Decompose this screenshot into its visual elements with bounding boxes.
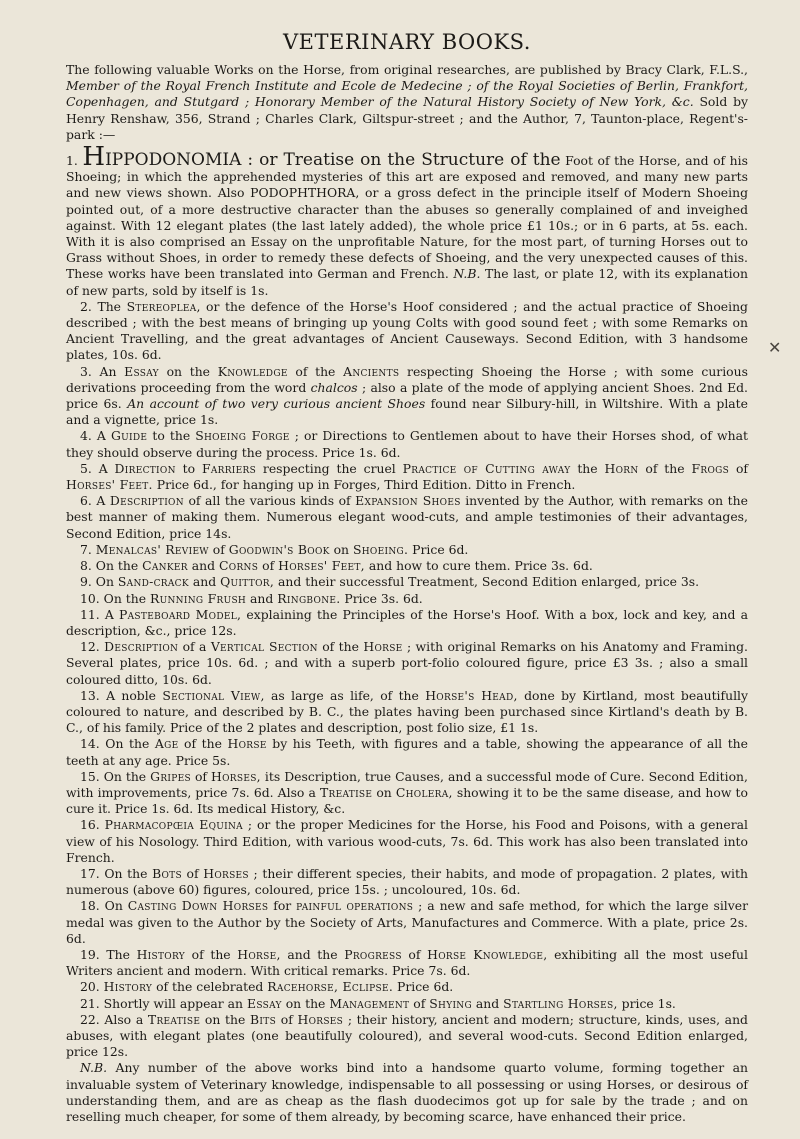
entry-22: 22. Also a Treatise on the Bits of Horses ; their history, ancient and modern; structure, kinds, uses, and abuses, with elegant plates (one beautifully coloured), and several wood-cuts. Second Edition enlarged, price 12s.: [66, 1011, 748, 1060]
nota-bene-paragraph: N.B. Any number of the above works bind into a handsome quarto volume, forming together an invaluable system of Veterinary knowledge, indispensable to all possessing or using Horses, or desirous of understanding them, and are as cheap as the flash duodecimos got up for sale by the trade ; and on reselling much cheaper, for some of them already, by becoming scarce, have enhanced their price.: [66, 1060, 748, 1124]
drop-cap: H: [82, 142, 106, 173]
entry-11: 11. A Pasteboard Model, explaining the Principles of the Horse's Hoof. With a box, lock and key, and a description, &c., price 12s.: [66, 606, 749, 638]
entry-15: 15. On the Gripes of Horses, its Description, true Causes, and a successful mode of Cure. Second Edition, with improvements, price 7s. 6d. Also a Treatise on Cholera, showing it to be the same disease, and how to cure it. Price 1s. 6d. Its medical History, &c.: [66, 768, 748, 817]
entry-20: 20. History of the celebrated Racehorse, Eclipse. Price 6d.: [80, 979, 454, 995]
entry-17: 17. On the Bots of Horses ; their different species, their habits, and mode of propagation. 2 plates, with numerous (above 60) figures, coloured, price 15s. ; uncoloured, 10s. 6d.: [66, 865, 748, 898]
entry-16: 16. Pharmacopœia Equina ; or the proper Medicines for the Horse, his Food and Poisons, with a general view of his Nosology. Third Edition, with various wood-cuts, 7s. 6d. This work has also been translated into French.: [66, 817, 748, 865]
entry-4: 4. A Guide to the Shoeing Forge ; or Directions to Gentlemen about to have their Horses shod, of what they should observe during the process. Price 1s. 6d.: [66, 428, 748, 460]
entry-14: 14. On the Age of the Horse by his Teeth, with figures and a table, showing the appearance of all the teeth at any age. Price 5s.: [66, 736, 748, 768]
entry-12: 12. Description of a Vertical Section of the Horse ; with original Remarks on his Anatomy and Framing. Several plates, price 10s. 6d. ; and with a superb port-folio coloured figure, price £3 3s. ; also a small coloured ditto, 10s. 6d.: [66, 639, 748, 687]
intro-paragraph: The following valuable Works on the Horse, from original researches, are published by Bracy Clark, F.L.S., Member of the Royal French Institute and Ecole de Medecine ; of the Royal Societies of Berlin, Frankfort, Copenhagen, and Stutgard ; Honorary Member of the Natural History Society of New York, &c. Sold by Henry Renshaw, 356, Strand ; Charles Clark, Giltspur-street ; and the Author, 7, Taunton-place, Regent's-park :—: [66, 62, 748, 142]
entry-9: 9. On Sand-crack and Quittor, and their successful Treatment, Second Edition enlarged, price 3s.: [80, 574, 700, 590]
entry-21: 21. Shortly will appear an Essay on the Management of Shying and Startling Horses, price 1s.: [80, 995, 676, 1011]
entry-13: 13. A noble Sectional View, as large as life, of the Horse's Head, done by Kirtland, most beautifully coloured to nature, and described by B. C., the plates having been purchased since Kirtland's death by B. C., of his family. Price of the 2 plates and description, post folio size, £1 1s.: [66, 687, 748, 736]
entry-18: 18. On Casting Down Horses for painful operations ; a new and safe method, for which the large silver medal was given to the Author by the Society of Arts, Manufactures and Commerce. With a plate, price 2s. 6d.: [66, 898, 749, 946]
margin-cross-mark: ✕: [768, 338, 782, 357]
entry-6: 6. A Description of all the various kinds of Expansion Shoes invented by the Author, with remarks on the best manner of making them. Numerous elegant wood-cuts, and ample testimonies of their advantages, Second Edition, price 14s.: [66, 493, 748, 541]
entry-8: 8. On the Canker and Corns of Horses' Feet, and how to cure them. Price 3s. 6d.: [80, 558, 593, 574]
entry-19: 19. The History of the Horse, and the Progress of Horse Knowledge, exhibiting all the most useful Writers ancient and modern. With critical remarks. Price 7s. 6d.: [66, 946, 748, 979]
page-heading: VETERINARY BOOKS.: [283, 30, 531, 54]
entry-2: 2. The Stereoplea, or the defence of the Horse's Hoof considered ; and the actual practice of Shoeing described ; with the best means of bringing up young Colts with good sound feet ; with some Remarks on Ancient Travelling, and the great advantages of Ancient Causeways. Second Edition, with 3 handsome plates, 10s. 6d.: [66, 298, 748, 363]
entry-10: 10. On the Running Frush and Ringbone. Price 3s. 6d.: [80, 590, 423, 606]
entry-1: 1. HIPPODONOMIA : or Treatise on the Structure of the Foot of the Horse, and of his Shoeing; in which the apprehended mysteries of this art are exposed and removed, and many new parts and new views shown. Also PODOPHTHORA, or a gross defect in the principle itself of Modern Shoeing pointed out, of a more destructive character than the abuses so generally complained of and inveighed against. With 12 elegant plates (the last lately added), the whole price £1 10s.; or in 6 parts, at 5s. each. With it is also comprised an Essay on the unprofitable Nature, for the most part, of turning Horses out to Grass without Shoes, in order to remedy these defects of Shoeing, and the very unexpected causes of this. These works have been translated into German and French. N.B. The last, or plate 12, with its explanation of new parts, sold by itself is 1s.: [66, 142, 748, 298]
entry-7: 7. Menalcas' Review of Goodwin's Book on Shoeing. Price 6d.: [80, 541, 469, 557]
entry-3: 3. An Essay on the Knowledge of the Ancients respecting Shoeing the Horse ; with some curious derivations proceeding from the word chalcos ; also a plate of the mode of applying ancient Shoes. 2nd Ed. price 6s. An account of two very curious ancient Shoes found near Silbury-hill, in Wiltshire. With a plate and a vignette, price 1s.: [66, 363, 748, 428]
entry-5: 5. A Direction to Farriers respecting the cruel Practice of Cutting away the Horn of the Frogs of Horses' Feet. Price 6d., for hanging up in Forges, Third Edition. Ditto in French.: [66, 460, 748, 493]
